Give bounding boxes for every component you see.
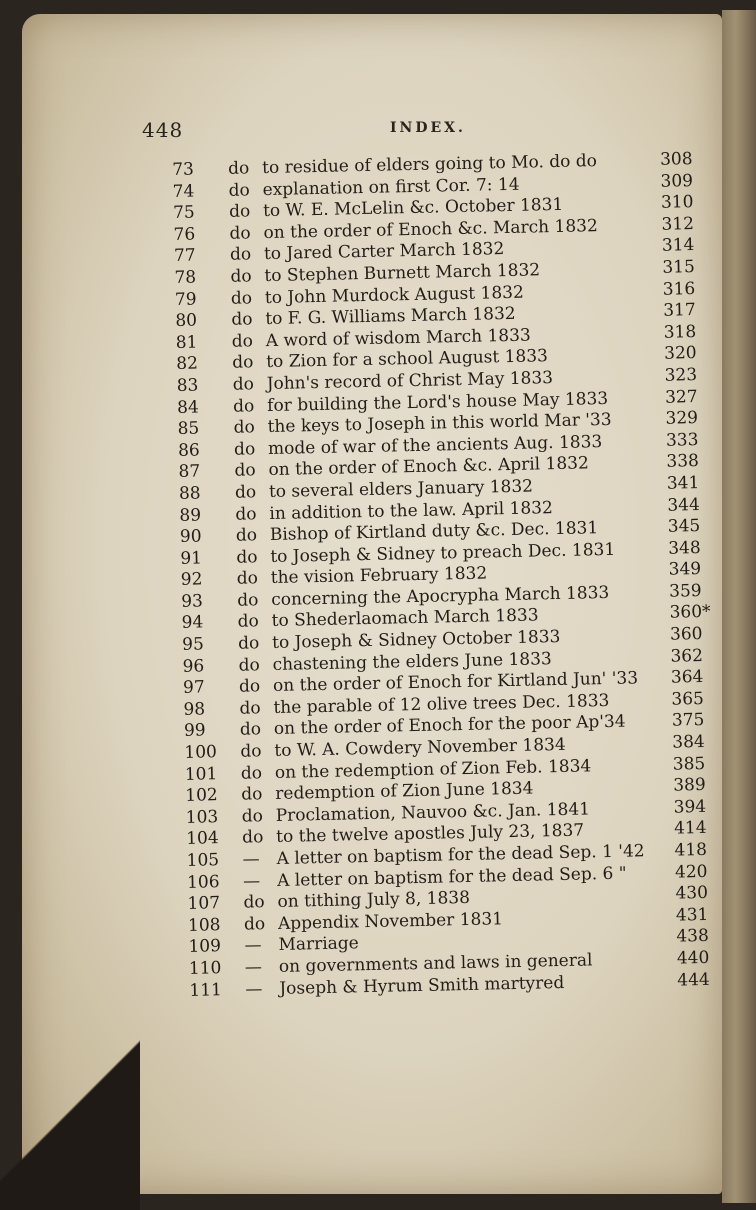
- entry-number: 74: [172, 181, 195, 202]
- entry-page: 344: [667, 494, 700, 516]
- entry-number: 78: [174, 267, 197, 288]
- entry-page: 341: [666, 472, 700, 494]
- entry-page: 327: [664, 386, 698, 408]
- next-page-edge: [722, 10, 756, 1203]
- entry-kind: do: [237, 611, 260, 633]
- entry-kind: do: [229, 244, 252, 266]
- entry-number: 103: [185, 806, 219, 828]
- page-title: INDEX.: [390, 120, 466, 136]
- entry-number: 111: [189, 979, 223, 1001]
- entry-description: the keys to Joseph in this world Mar '33: [267, 409, 612, 438]
- entry-number: 107: [187, 893, 221, 915]
- page-number: 448: [142, 118, 184, 142]
- entry-kind: do: [239, 698, 261, 719]
- entry-description: to Jared Carter March 1832: [263, 239, 505, 265]
- entry-number: 96: [182, 656, 205, 677]
- entry-number: 91: [180, 548, 203, 569]
- entry-number: 86: [177, 440, 200, 461]
- entry-kind: do: [232, 352, 254, 374]
- entry-description: to W. E. McLelin &c. October 1831: [262, 195, 564, 222]
- entry-kind: do: [234, 482, 257, 503]
- entry-description: in addition to the law. April 1832: [269, 497, 554, 524]
- entry-number: 73: [172, 159, 195, 180]
- entry-description: on the redemption of Zion Feb. 1834: [274, 755, 592, 783]
- entry-description: to Joseph & Sidney October 1833: [271, 627, 561, 654]
- entry-number: 108: [187, 914, 221, 936]
- entry-page: 420: [674, 861, 708, 883]
- index-list: [172, 149, 730, 1002]
- entry-description: on tithing July 8, 1838: [277, 888, 471, 913]
- entry-number: 79: [174, 289, 197, 310]
- entry-description: Joseph & Hyrum Smith martyred: [279, 972, 565, 999]
- entry-kind: do: [232, 395, 255, 417]
- entry-kind: do: [236, 546, 258, 568]
- entry-page: 444: [677, 969, 710, 991]
- entry-page: 365: [671, 688, 705, 710]
- entry-kind: do: [232, 374, 255, 395]
- entry-kind: do: [231, 309, 253, 330]
- entry-kind: do: [228, 179, 250, 201]
- entry-kind: —: [242, 870, 261, 892]
- entry-page: 329: [665, 408, 699, 429]
- entry-kind: do: [240, 741, 262, 762]
- entry-description: the vision February 1832: [270, 563, 488, 589]
- entry-description: on the order of Enoch for the poor Ap'34: [273, 712, 626, 740]
- entry-description: mode of war of the ancients Aug. 1833: [267, 431, 603, 459]
- entry-page: 431: [675, 904, 709, 926]
- entry-description: John's record of Christ May 1833: [266, 368, 554, 395]
- entry-description: to Stephen Burnett March 1832: [264, 260, 541, 287]
- entry-page: 389: [673, 775, 706, 796]
- entry-page: 345: [667, 516, 701, 537]
- entry-page: 362: [670, 645, 704, 667]
- entry-page: 318: [663, 321, 697, 343]
- entry-page: 348: [668, 537, 701, 559]
- entry-kind: do: [236, 568, 259, 590]
- entry-kind: do: [238, 654, 260, 676]
- entry-number: 80: [175, 310, 198, 332]
- entry-kind: —: [245, 978, 263, 1000]
- page-header: [142, 118, 702, 140]
- entry-kind: do: [231, 331, 254, 352]
- entry-number: 84: [176, 397, 200, 418]
- entry-number: 75: [172, 202, 195, 224]
- book-page: [22, 14, 722, 1194]
- entry-number: 100: [184, 742, 218, 763]
- entry-description: Bishop of Kirtland duty &c. Dec. 1831: [269, 518, 599, 546]
- entry-number: 94: [181, 612, 204, 634]
- page-corner-shadow: [0, 1040, 140, 1210]
- entry-number: 102: [185, 785, 218, 807]
- entry-page: 418: [674, 839, 708, 861]
- entry-kind: do: [235, 525, 258, 546]
- entry-page: 414: [673, 818, 707, 840]
- entry-page: 375: [671, 710, 705, 732]
- entry-kind: do: [228, 201, 251, 223]
- entry-page: 314: [661, 235, 695, 257]
- entry-number: 76: [173, 224, 196, 245]
- entry-description: to Zion for a school August 1833: [266, 346, 549, 373]
- entry-description: on the order of Enoch for Kirtland Jun' '33: [272, 668, 639, 697]
- entry-kind: do: [235, 503, 257, 525]
- entry-page: 360*: [669, 602, 711, 624]
- entry-page: 316: [662, 278, 696, 300]
- entry-number: 83: [176, 375, 199, 396]
- entry-page: 394: [673, 796, 707, 818]
- entry-number: 89: [179, 504, 202, 526]
- entry-page: 360: [669, 624, 703, 645]
- entry-description: explanation on first Cor. 7: 14: [262, 174, 520, 200]
- entry-number: 109: [188, 936, 222, 958]
- entry-description: redemption of Zion June 1834: [275, 778, 534, 805]
- entry-page: 308: [659, 149, 693, 170]
- entry-description: on the order of Enoch &c. March 1832: [263, 215, 599, 243]
- entry-description: the parable of 12 olive trees Dec. 1833: [273, 690, 610, 718]
- entry-kind: do: [230, 287, 253, 309]
- entry-number: 98: [183, 699, 206, 720]
- entry-page: 333: [665, 429, 699, 451]
- entry-description: A letter on baptism for the dead Sep. 1 '42: [276, 841, 645, 869]
- entry-number: 104: [186, 828, 219, 850]
- entry-number: 99: [183, 720, 206, 742]
- entry-description: concerning the Apocrypha March 1833: [271, 582, 610, 610]
- entry-number: 85: [177, 418, 200, 440]
- entry-kind: do: [227, 158, 250, 179]
- entry-description: A word of wisdom March 1833: [265, 325, 531, 351]
- entry-page: 320: [663, 343, 697, 365]
- entry-page: 385: [672, 753, 706, 775]
- entry-page: 438: [676, 926, 710, 947]
- entry-description: to the twelve apostles July 23, 1837: [275, 820, 585, 848]
- entry-description: to Joseph & Sidney to preach Dec. 1831: [270, 539, 616, 567]
- entry-kind: do: [239, 719, 262, 741]
- entry-page: 315: [662, 257, 696, 278]
- entry-kind: —: [244, 935, 262, 957]
- entry-page: 310: [660, 192, 694, 213]
- entry-kind: —: [244, 957, 263, 978]
- entry-description: chastening the elders June 1833: [272, 648, 552, 675]
- entry-kind: do: [237, 590, 259, 611]
- entry-description: to W. A. Cowdery November 1834: [274, 734, 566, 762]
- entry-description: to residue of elders going to Mo. do do: [261, 151, 598, 179]
- entry-description: Marriage: [278, 933, 359, 956]
- entry-kind: do: [230, 266, 252, 287]
- entry-kind: do: [237, 633, 260, 654]
- entry-description: for building the Lord's house May 1833: [266, 388, 609, 416]
- entry-page: 323: [664, 364, 698, 386]
- entry-description: on the order of Enoch &c. April 1832: [268, 453, 590, 481]
- entry-kind: do: [233, 439, 256, 460]
- entry-kind: do: [243, 892, 265, 913]
- entry-kind: do: [241, 806, 264, 827]
- entry-kind: do: [240, 762, 263, 784]
- entry-description: to Shederlaomach March 1833: [271, 605, 539, 632]
- entry-kind: do: [242, 827, 264, 849]
- entry-kind: do: [241, 784, 263, 805]
- entry-page: 430: [675, 883, 709, 904]
- entry-description: to John Murdock August 1832: [264, 282, 524, 308]
- entry-kind: do: [229, 223, 251, 244]
- entry-page: 349: [668, 559, 702, 580]
- entry-number: 88: [178, 483, 201, 504]
- entry-page: 359: [668, 580, 702, 602]
- entry-kind: do: [243, 914, 266, 935]
- entry-page: 338: [666, 451, 700, 473]
- entry-page: 384: [672, 732, 705, 753]
- entry-number: 101: [184, 763, 218, 785]
- entry-description: Proclamation, Nauvoo &c. Jan. 1841: [275, 799, 591, 826]
- entry-page: 317: [663, 300, 696, 321]
- entry-number: 77: [173, 245, 196, 267]
- entry-page: 312: [661, 213, 695, 235]
- entry-description: Appendix November 1831: [277, 909, 504, 934]
- entry-number: 105: [186, 850, 220, 871]
- entry-kind: do: [234, 460, 256, 482]
- entry-number: 90: [179, 526, 202, 548]
- entry-description: to F. G. Williams March 1832: [265, 303, 516, 330]
- entry-kind: —: [242, 849, 260, 870]
- entry-number: 110: [188, 958, 222, 979]
- entry-number: 93: [181, 591, 204, 612]
- entry-number: 82: [176, 353, 199, 375]
- entry-description: A letter on baptism for the dead Sep. 6 ": [276, 863, 627, 891]
- entry-description: on governments and laws in general: [278, 950, 593, 977]
- entry-kind: do: [238, 676, 261, 697]
- entry-page: 309: [660, 170, 694, 192]
- entry-number: 92: [180, 569, 203, 591]
- entry-number: 106: [186, 871, 220, 893]
- entry-number: 97: [182, 677, 205, 699]
- entry-page: 364: [670, 667, 704, 688]
- entry-kind: do: [233, 417, 255, 438]
- entry-number: 95: [181, 634, 205, 655]
- entry-page: 440: [676, 947, 710, 969]
- entry-number: 87: [178, 461, 201, 483]
- entry-number: 81: [175, 332, 198, 353]
- entry-description: to several elders January 1832: [268, 476, 534, 502]
